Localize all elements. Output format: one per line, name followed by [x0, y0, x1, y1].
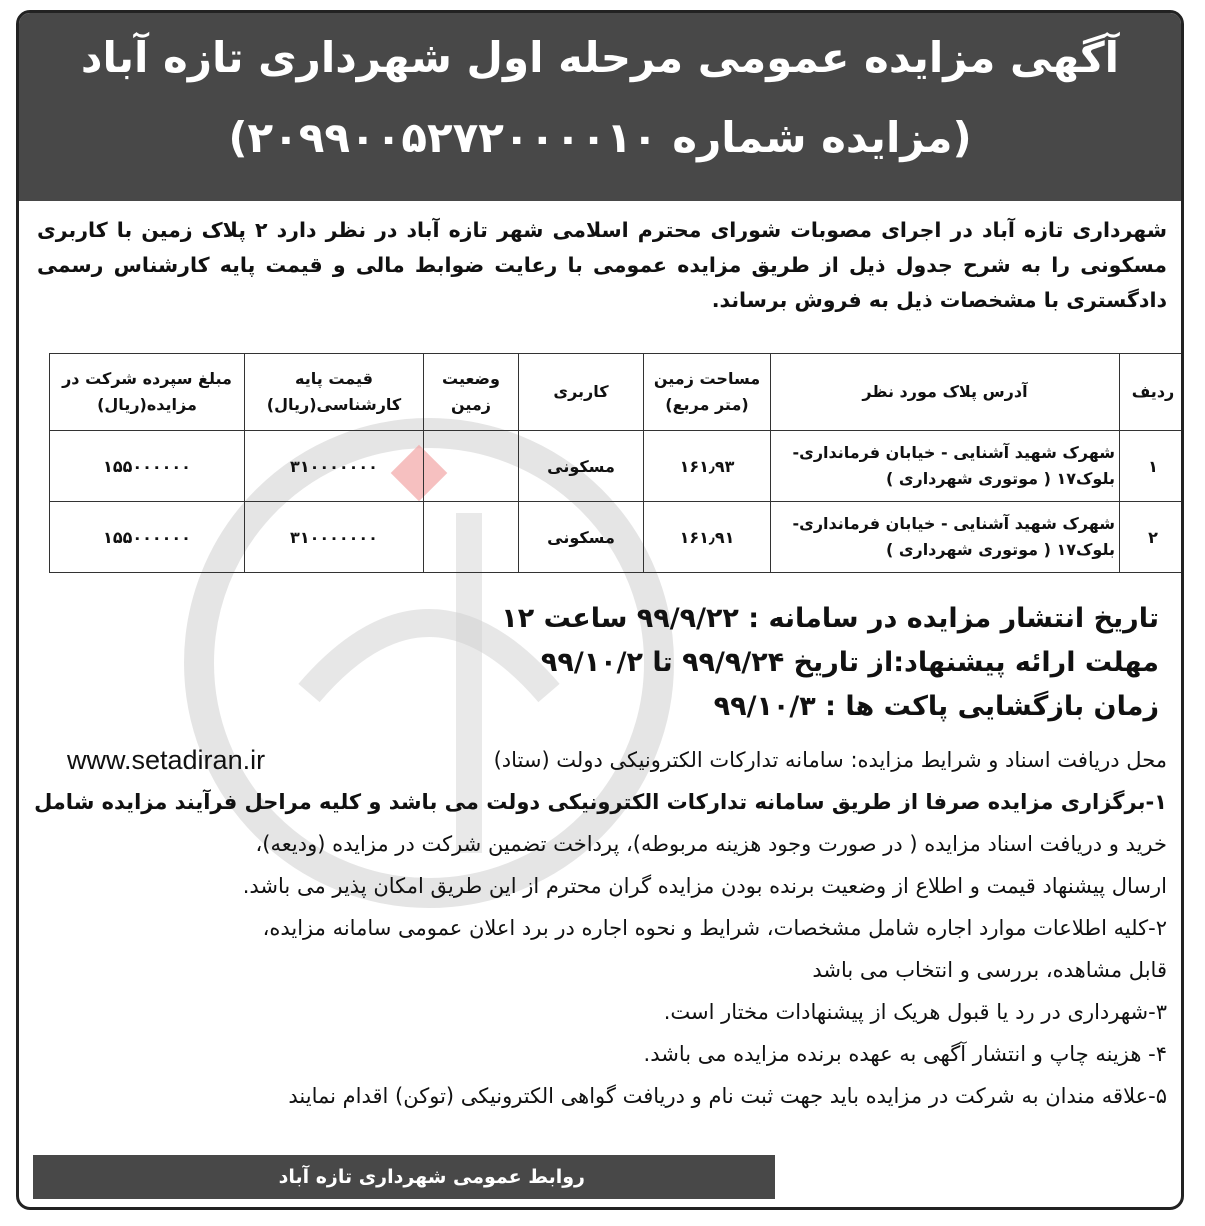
cell-status [424, 431, 519, 502]
cell-area: ۱۶۱٫۹۱ [644, 502, 771, 573]
cell-deposit: ۱۵۵۰۰۰۰۰۰ [50, 431, 245, 502]
opening-date: زمان بازگشایی پاکت ها : ۹۹/۱۰/۳ [713, 691, 1159, 722]
cell-deposit: ۱۵۵۰۰۰۰۰۰ [50, 502, 245, 573]
condition-line: ۳-شهرداری در رد یا قبول هریک از پیشنهادات مختار است. [663, 1000, 1167, 1024]
condition-line: ۵-علاقه مندان به شرکت در مزایده باید جهت ثبت نام و دریافت گواهی الکترونیکی (توکن) اقدام نمایند [288, 1084, 1167, 1108]
intro-paragraph: شهرداری تازه آباد در اجرای مصوبات شورای محترم اسلامی شهر تازه آباد در نظر دارد ۲ پلاک زمین با کاربری مسکونی را به شرح جدول ذیل از طریق مزایده عمومی با رعایت ضوابط مالی و قیمت پایه کارشناس رسمی دادگستری با مشخصات ذیل به فروش برساند. [37, 218, 1167, 312]
condition-line: ۲-کلیه اطلاعات موارد اجاره شامل مشخصات، شرایط و نحوه اجاره در برد اعلان عمومی سامانه مزایده، [262, 916, 1167, 940]
header-base-price: قیمت پایه کارشناسی(ریال) [245, 354, 424, 431]
cell-area: ۱۶۱٫۹۳ [644, 431, 771, 502]
condition-line: قابل مشاهده، بررسی و انتخاب می باشد [812, 958, 1167, 982]
table-row [50, 502, 1185, 573]
cell-address: شهرک شهید آشنایی - خیابان فرمانداری- بلوک۱۷ ( موتوری شهرداری ) [771, 431, 1120, 502]
cell-address: شهرک شهید آشنایی - خیابان فرمانداری- بلوک۱۷ ( موتوری شهرداری ) [771, 502, 1120, 573]
cell-base-price: ۳۱۰۰۰۰۰۰۰ [245, 502, 424, 573]
table-header-row [50, 354, 1185, 431]
website-link[interactable]: www.setadiran.ir [67, 745, 266, 775]
header-status: وضعیت زمین [424, 354, 519, 431]
cell-usage: مسکونی [519, 502, 644, 573]
cell-base-price: ۳۱۰۰۰۰۰۰۰ [245, 431, 424, 502]
documents-location: محل دریافت اسناد و شرایط مزایده: سامانه تدارکات الکترونیکی دولت (ستاد) [493, 748, 1167, 772]
notice-frame [16, 10, 1184, 1210]
conditions-section [34, 739, 1167, 1117]
cell-row-number: ۲ [1120, 502, 1185, 573]
cell-row-number: ۱ [1120, 431, 1185, 502]
cell-usage: مسکونی [519, 431, 644, 502]
header-area: مساحت زمین (متر مربع) [644, 354, 771, 431]
table-row [50, 431, 1185, 502]
bid-deadline: مهلت ارائه پیشنهاد:از تاریخ ۹۹/۹/۲۴ تا ۹۹/۱۰/۲ [540, 647, 1159, 678]
header-address: آدرس پلاک مورد نظر [771, 354, 1120, 431]
condition-line: ۴- هزینه چاپ و انتشار آگهی به عهده برنده مزایده می باشد. [643, 1042, 1167, 1066]
notice-header [19, 13, 1181, 201]
header-row-number: ردیف [1120, 354, 1185, 431]
lots-table [49, 353, 1184, 573]
cell-status [424, 502, 519, 573]
condition-line: ۱-برگزاری مزایده صرفا از طریق سامانه تدارکات الکترونیکی دولت می باشد و کلیه مراحل فرآیند مزایده شامل [34, 790, 1167, 814]
header-usage: کاربری [519, 354, 644, 431]
auction-number: (مزایده شماره ۲۰۹۹۰۰۵۲۷۲۰۰۰۰۱۰) [228, 113, 972, 162]
condition-line: خرید و دریافت اسناد مزایده ( در صورت وجود هزینه مربوطه)، پرداخت تضمین شرکت در مزایده (ودیعه)، [255, 832, 1167, 856]
publish-date: تاریخ انتشار مزایده در سامانه : ۹۹/۹/۲۲ ساعت ۱۲ [501, 603, 1159, 634]
documents-location-line [37, 739, 1167, 781]
auction-dates [501, 597, 1159, 729]
footer-public-relations: روابط عمومی شهرداری تازه آباد [33, 1155, 775, 1199]
notice-title: آگهی مزایده عمومی مرحله اول شهرداری تازه آباد [80, 33, 1120, 82]
header-deposit: مبلغ سپرده شرکت در مزایده(ریال) [50, 354, 245, 431]
condition-line: ارسال پیشنهاد قیمت و اطلاع از وضعیت برنده بودن مزایده گران محترم از این طریق امکان پذیر می باشد. [242, 874, 1167, 898]
